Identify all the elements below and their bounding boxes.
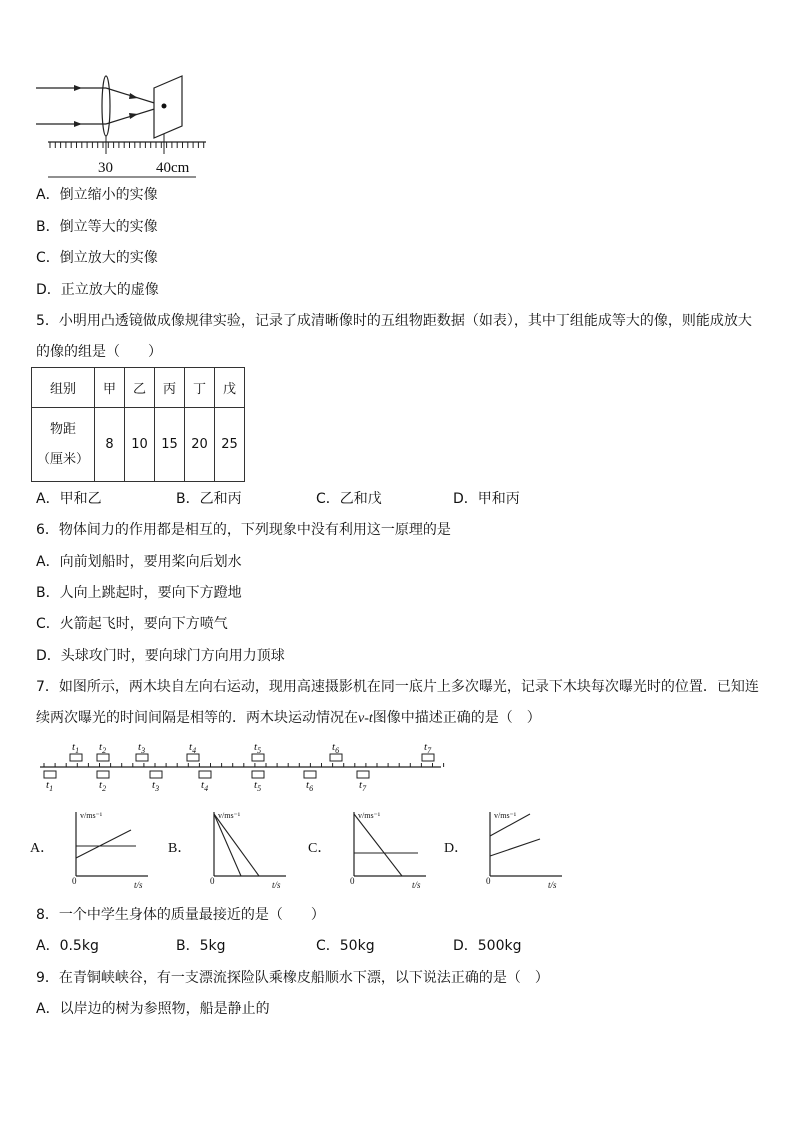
q6-option-c: C．火箭起飞时，要向下方喷气 [36, 616, 228, 632]
q8-option-c: C．50kg [316, 938, 375, 954]
top-block [252, 754, 264, 761]
q4-option-b: B．倒立等大的实像 [36, 219, 158, 235]
ruler-label-40cm: 40cm [156, 160, 190, 176]
top-time-label: $t_4$ [189, 741, 197, 755]
q4-option-a: A．倒立缩小的实像 [36, 187, 158, 203]
q6-stem: 6．物体间力的作用都是相互的，下列现象中没有利用这一原理的是 [36, 522, 451, 538]
q4-option-d: D．正立放大的虚像 [36, 282, 159, 298]
q8-option-d: D．500kg [453, 938, 522, 954]
top-time-label: $t_3$ [138, 741, 146, 755]
q7-stem-line1: 7．如图所示，两木块自左向右运动，现用高速摄影机在同一底片上多次曝光，记录下木块每次曝光时的位置．已知连 [36, 679, 759, 695]
top-time-label: $t_7$ [424, 741, 432, 755]
row-label-line1: 物距 [49, 421, 76, 437]
table-cell: 15 [155, 408, 185, 482]
q5-option-b: B．乙和丙 [176, 491, 242, 507]
x-axis-label: t/s [134, 880, 143, 890]
bottom-block [150, 771, 162, 778]
y-axis-label: v/ms⁻¹ [80, 811, 103, 820]
q8-stem: 8．一个中学生身体的质量最接近的是（ ） [36, 907, 325, 923]
table-row-label [32, 408, 95, 482]
table-group: 戊 [215, 368, 245, 408]
y-axis-label: v/ms⁻¹ [218, 811, 241, 820]
x-axis-label: t/s [272, 880, 281, 890]
y-axis-label: v/ms⁻¹ [494, 811, 517, 820]
bottom-time-label: $t_4$ [201, 779, 209, 792]
y-axis-label: v/ms⁻¹ [358, 811, 381, 820]
ruler-label-30: 30 [98, 160, 113, 176]
q5-table [31, 367, 245, 482]
q7-stem-line2-b: 图像中描述正确的是（ ） [372, 710, 541, 726]
q5-option-c: C．乙和戊 [316, 491, 382, 507]
table-header-label: 组别 [32, 368, 95, 408]
q6-option-b: B．人向上跳起时，要向下方蹬地 [36, 585, 242, 601]
q6-option-a: A．向前划船时，要用桨向后划水 [36, 554, 242, 570]
exposure-figure [36, 740, 446, 792]
vt-line [490, 839, 540, 856]
q5-stem-line2: 的像的组是（ ） [36, 344, 162, 360]
bottom-time-label: $t_6$ [306, 779, 314, 792]
top-block [422, 754, 434, 761]
lens-diagram [36, 74, 206, 180]
top-time-label: $t_2$ [99, 741, 107, 755]
top-time-label: $t_6$ [332, 741, 340, 755]
top-block [330, 754, 342, 761]
q5-option-d: D．甲和丙 [453, 491, 520, 507]
graph-option-label: C． [308, 841, 332, 856]
vt-symbol: v-t [358, 711, 373, 726]
bottom-time-label: $t_3$ [152, 779, 160, 792]
q8-option-a: A．0.5kg [36, 938, 99, 954]
graph-option-label: A． [30, 841, 55, 856]
bottom-time-label: $t_5$ [254, 779, 262, 792]
bottom-block [304, 771, 316, 778]
q4-option-c: C．倒立放大的实像 [36, 250, 158, 266]
graph-option-label: D． [444, 841, 469, 856]
vt-line [76, 830, 131, 858]
bottom-block [199, 771, 211, 778]
graph-option-label: B． [168, 841, 192, 856]
top-block [70, 754, 82, 761]
table-cell: 20 [185, 408, 215, 482]
origin-label: 0 [486, 876, 491, 886]
x-axis-label: t/s [548, 880, 557, 890]
q5-stem-line1: 5．小明用凸透镜做成像规律实验，记录了成清晰像时的五组物距数据（如表），其中丁组能成等大的像，则能成放大 [36, 313, 752, 329]
bottom-time-label: $t_7$ [359, 779, 367, 792]
table-group: 丙 [155, 368, 185, 408]
origin-label: 0 [72, 876, 77, 886]
table-group: 甲 [95, 368, 125, 408]
q8-option-b: B．5kg [176, 938, 226, 954]
top-block [187, 754, 199, 761]
bottom-time-label: $t_2$ [99, 779, 107, 792]
origin-label: 0 [350, 876, 355, 886]
table-cell: 10 [125, 408, 155, 482]
q7-stem-line2-a: 续两次曝光的时间间隔是相等的．两木块运动情况在 [36, 710, 358, 726]
x-axis-label: t/s [412, 880, 421, 890]
vt-line [354, 814, 402, 876]
q7-stem-line2 [36, 708, 541, 729]
top-block [97, 754, 109, 761]
bottom-time-label: $t_1$ [46, 779, 54, 792]
q9-stem: 9．在青铜峡峡谷，有一支漂流探险队乘橡皮船顺水下漂，以下说法正确的是（ ） [36, 970, 549, 986]
q5-option-a: A．甲和乙 [36, 491, 102, 507]
table-group: 丁 [185, 368, 215, 408]
bottom-block [252, 771, 264, 778]
vt-graphs [30, 806, 590, 892]
table-group: 乙 [125, 368, 155, 408]
top-block [136, 754, 148, 761]
bottom-block [44, 771, 56, 778]
q9-option-a: A．以岸边的树为参照物，船是静止的 [36, 1001, 270, 1017]
top-time-label: $t_5$ [254, 741, 262, 755]
q6-option-d: D．头球攻门时，要向球门方向用力顶球 [36, 648, 285, 664]
bottom-block [357, 771, 369, 778]
row-label-line2: （厘米） [36, 451, 89, 467]
table-cell: 8 [95, 408, 125, 482]
table-cell: 25 [215, 408, 245, 482]
top-time-label: $t_1$ [72, 741, 80, 755]
bottom-block [97, 771, 109, 778]
origin-label: 0 [210, 876, 215, 886]
